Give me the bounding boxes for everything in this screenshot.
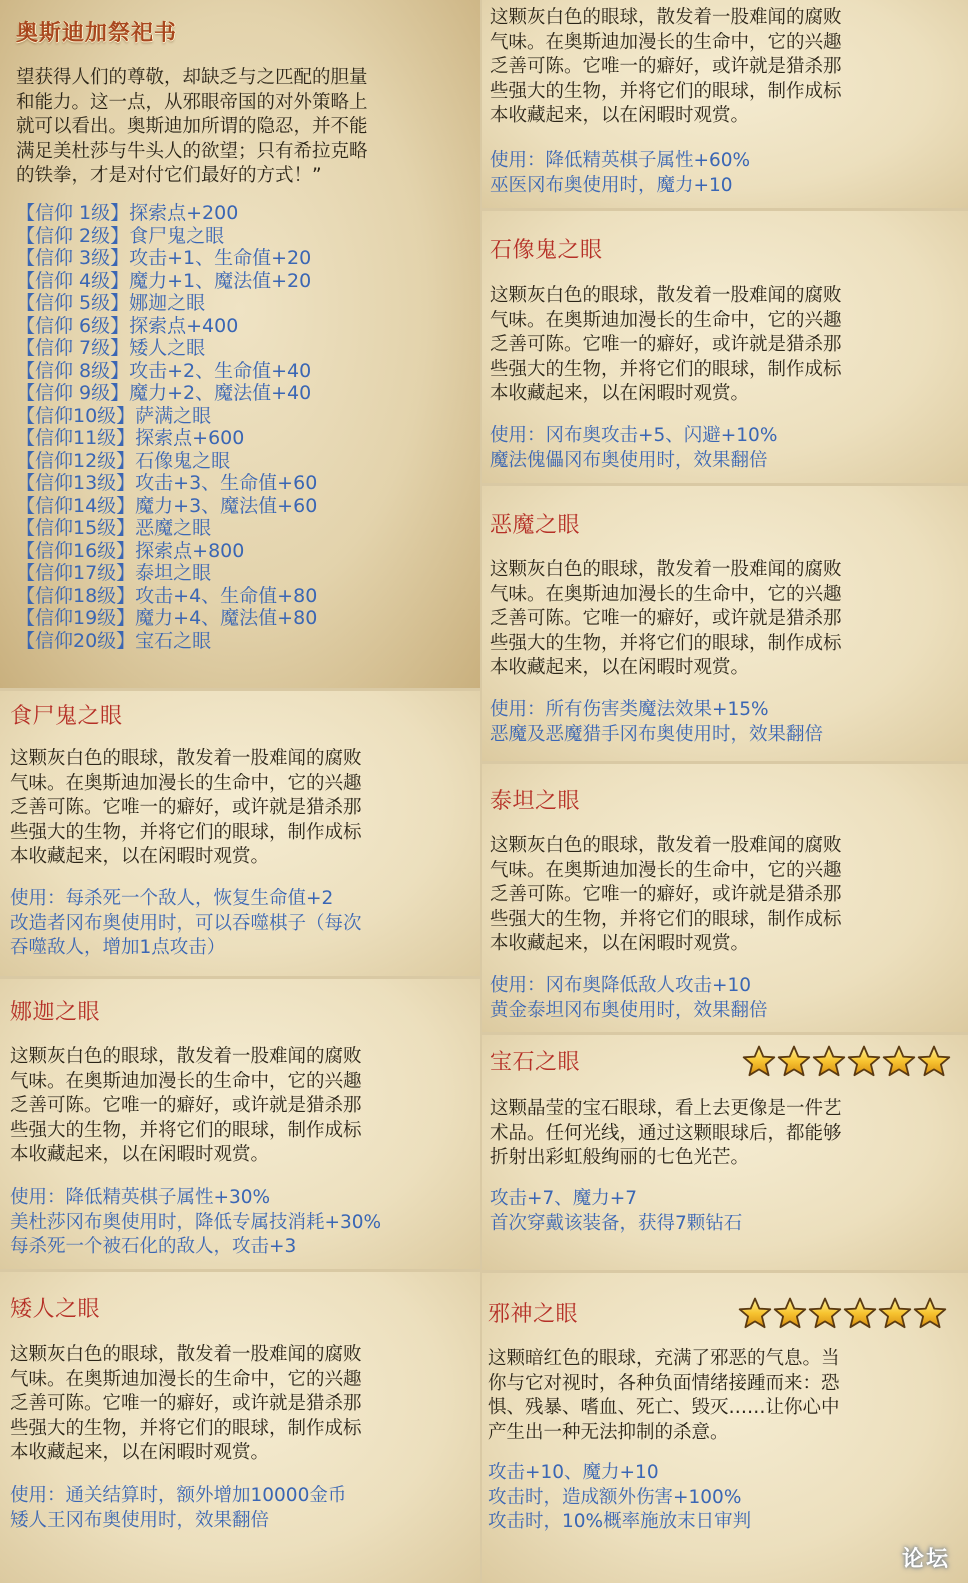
ghoul-eye-desc: 这颗灰白色的眼球，散发着一股难闻的腐败 气味。在奥斯迪加漫长的生命中，它的兴趣 乏善可陈。它唯一的癖好，或许就是猎杀那 些强大的生物，并将它们的眼球，制作成标 本收藏起来，以在闲暇时观赏。 <box>10 748 362 867</box>
list-item: 【信仰 3级】攻击+1、生命值+20 <box>16 247 312 269</box>
demon-eye-uses: 使用：所有伤害类魔法效果+15% 恶魔及恶魔猎手冈布奥使用时，效果翻倍 <box>490 699 824 745</box>
star-icon <box>878 1297 912 1329</box>
list-item: 【信仰 1级】探索点+200 <box>16 202 239 224</box>
star-icon <box>742 1045 776 1077</box>
shaman-eye-panel <box>482 0 968 208</box>
gargoyle-eye-panel <box>482 211 968 483</box>
list-item: 【信仰12级】石像鬼之眼 <box>16 449 231 472</box>
list-item: 【信仰17级】泰坦之眼 <box>16 562 212 584</box>
list-item: 【信仰 6级】探索点+400 <box>16 314 239 337</box>
faith-level-list <box>16 202 317 652</box>
naga-eye-title: 娜迦之眼 <box>10 1000 101 1025</box>
book-title: 奥斯迪加祭祀书 <box>16 21 178 46</box>
evilgod-eye-rating <box>738 1297 947 1329</box>
list-item: 【信仰14级】魔力+3、魔法值+60 <box>16 494 318 517</box>
evilgod-eye-title: 邪神之眼 <box>488 1302 579 1327</box>
ghoul-eye-uses: 使用：每杀死一个敌人，恢复生命值+2 改造者冈布奥使用时，可以吞噬棋子（每次 吞噬敌人，增加1点攻击） <box>10 888 362 958</box>
dwarf-eye-title: 矮人之眼 <box>10 1297 101 1322</box>
list-item: 【信仰19级】魔力+4、魔法值+80 <box>16 607 318 629</box>
evilgod-eye-panel <box>482 1273 968 1583</box>
gem-eye-panel <box>482 1035 968 1270</box>
watermark-logo: 论坛 <box>901 1547 950 1572</box>
list-item: 【信仰 5级】娜迦之眼 <box>16 292 206 314</box>
naga-eye-desc: 这颗灰白色的眼球，散发着一股难闻的腐败 气味。在奥斯迪加漫长的生命中，它的兴趣 乏善可陈。它唯一的癖好，或许就是猎杀那 些强大的生物，并将它们的眼球，制作成标 本收藏起来，以在闲暇时观赏。 <box>10 1046 362 1165</box>
list-item: 【信仰20级】宝石之眼 <box>16 629 212 652</box>
gem-eye-title: 宝石之眼 <box>490 1050 581 1075</box>
dwarf-eye-panel <box>0 1272 480 1583</box>
titan-eye-title: 泰坦之眼 <box>490 789 581 814</box>
star-icon <box>843 1297 877 1329</box>
naga-eye-panel <box>0 979 480 1269</box>
naga-eye-uses: 使用：降低精英棋子属性+30% 美杜莎冈布奥使用时，降低专属技消耗+30% 每杀死一个被石化的敌人，攻击+3 <box>10 1187 382 1257</box>
star-icon <box>773 1297 807 1329</box>
list-item: 【信仰16级】探索点+800 <box>16 539 245 562</box>
evilgod-eye-desc: 这颗暗红色的眼球，充满了邪恶的气息。当 你与它对视时，各种负面情绪接踵而来：恐 惧、残暴、嗜血、死亡、毁灭……让你心中 产生出一种无法抑制的杀意。 <box>488 1348 840 1443</box>
gargoyle-eye-uses: 使用：冈布奥攻击+5、闪避+10% 魔法傀儡冈布奥使用时，效果翻倍 <box>490 425 778 471</box>
star-icon <box>808 1297 842 1329</box>
list-item: 【信仰11级】探索点+600 <box>16 427 245 449</box>
dwarf-eye-uses: 使用：通关结算时，额外增加10000金币 矮人王冈布奥使用时，效果翻倍 <box>10 1485 347 1531</box>
star-icon <box>777 1045 811 1077</box>
titan-eye-uses: 使用：冈布奥降低敌人攻击+10 黄金泰坦冈布奥使用时，效果翻倍 <box>490 975 768 1021</box>
demon-eye-panel <box>482 486 968 761</box>
list-item: 【信仰10级】萨满之眼 <box>16 404 212 427</box>
titan-eye-desc: 这颗灰白色的眼球，散发着一股难闻的腐败 气味。在奥斯迪加漫长的生命中，它的兴趣 乏善可陈。它唯一的癖好，或许就是猎杀那 些强大的生物，并将它们的眼球，制作成标 本收藏起来，以在闲暇时观赏。 <box>490 835 842 954</box>
demon-eye-desc: 这颗灰白色的眼球，散发着一股难闻的腐败 气味。在奥斯迪加漫长的生命中，它的兴趣 乏善可陈。它唯一的癖好，或许就是猎杀那 些强大的生物，并将它们的眼球，制作成标 本收藏起来，以在闲暇时观赏。 <box>490 559 842 678</box>
demon-eye-title: 恶魔之眼 <box>490 513 581 538</box>
book-panel <box>0 0 480 688</box>
gargoyle-eye-title: 石像鬼之眼 <box>490 238 603 263</box>
book-quote: 望获得人们的尊敬，却缺乏与之匹配的胆量 和能力。这一点，从邪眼帝国的对外策略上 就可以看出。奥斯迪加所谓的隐忍，并不能 满足美杜莎与牛头人的欲望；只有希拉克略 的铁拳，才是对付它们最好的方式！” <box>16 67 368 186</box>
list-item: 【信仰18级】攻击+4、生命值+80 <box>16 584 318 607</box>
star-icon <box>913 1297 947 1329</box>
star-icon <box>917 1045 951 1077</box>
dwarf-eye-desc: 这颗灰白色的眼球，散发着一股难闻的腐败 气味。在奥斯迪加漫长的生命中，它的兴趣 乏善可陈。它唯一的癖好，或许就是猎杀那 些强大的生物，并将它们的眼球，制作成标 本收藏起来，以在闲暇时观赏。 <box>10 1344 362 1463</box>
shaman-eye-uses: 使用：降低精英棋子属性+60% 巫医冈布奥使用时，魔力+10 <box>490 150 751 196</box>
list-item: 【信仰 4级】魔力+1、魔法值+20 <box>16 269 312 292</box>
evilgod-eye-uses: 攻击+10、魔力+10 攻击时，造成额外伤害+100% 攻击时，10%概率施放末日审判 <box>488 1462 752 1532</box>
star-icon <box>882 1045 916 1077</box>
gem-eye-rating <box>742 1045 951 1077</box>
gem-eye-uses: 攻击+7、魔力+7 首次穿戴该装备，获得7颗钻石 <box>490 1188 743 1234</box>
list-item: 【信仰15级】恶魔之眼 <box>16 517 212 539</box>
list-item: 【信仰13级】攻击+3、生命值+60 <box>16 472 318 494</box>
star-icon <box>847 1045 881 1077</box>
list-item: 【信仰 9级】魔力+2、魔法值+40 <box>16 382 312 404</box>
gargoyle-eye-desc: 这颗灰白色的眼球，散发着一股难闻的腐败 气味。在奥斯迪加漫长的生命中，它的兴趣 乏善可陈。它唯一的癖好，或许就是猎杀那 些强大的生物，并将它们的眼球，制作成标 本收藏起来，以在闲暇时观赏。 <box>490 285 842 404</box>
star-icon <box>812 1045 846 1077</box>
gem-eye-desc: 这颗晶莹的宝石眼球，看上去更像是一件艺 术品。任何光线，通过这颗眼球后，都能够 折射出彩虹般绚丽的七色光芒。 <box>490 1098 842 1168</box>
shaman-eye-desc: 这颗灰白色的眼球，散发着一股难闻的腐败 气味。在奥斯迪加漫长的生命中，它的兴趣 乏善可陈。它唯一的癖好，或许就是猎杀那 些强大的生物，并将它们的眼球，制作成标 本收藏起来，以在闲暇时观赏。 <box>490 7 842 126</box>
list-item: 【信仰 2级】食尸鬼之眼 <box>16 224 225 247</box>
ghoul-eye-panel <box>0 691 480 976</box>
list-item: 【信仰 8级】攻击+2、生命值+40 <box>16 359 312 382</box>
star-icon <box>738 1297 772 1329</box>
titan-eye-panel <box>482 764 968 1032</box>
ghoul-eye-title: 食尸鬼之眼 <box>10 704 123 729</box>
list-item: 【信仰 7级】矮人之眼 <box>16 337 206 359</box>
